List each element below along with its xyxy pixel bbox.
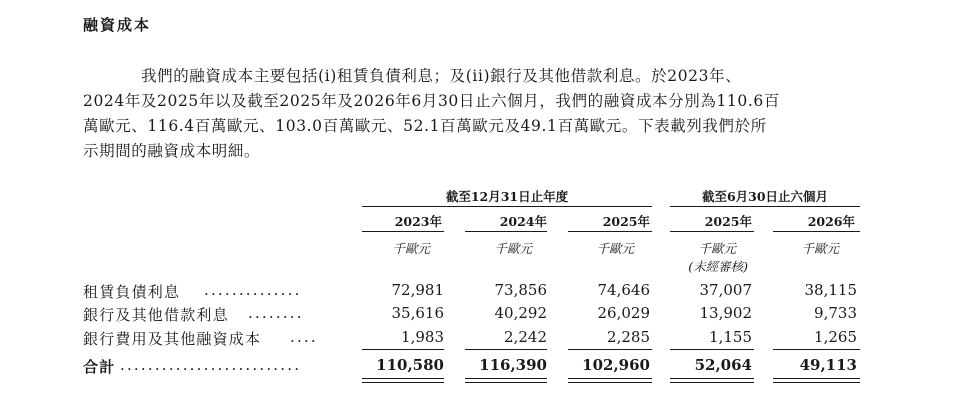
subtotal-rule xyxy=(670,349,754,350)
row-label: 租賃負債利息 xyxy=(83,283,181,301)
total-cell: 116,390 xyxy=(479,356,547,374)
leader-dots: .......................... xyxy=(120,356,302,374)
table-cell: 74,646 xyxy=(597,281,650,299)
table-cell: 9,733 xyxy=(814,304,857,322)
unit-label: 千歐元 xyxy=(801,241,839,256)
column-header-2024: 2024年 xyxy=(499,214,547,229)
column-rule xyxy=(362,231,444,232)
group-rule-annual xyxy=(362,206,652,207)
column-header-2025-h1: 2025年 xyxy=(704,214,752,229)
total-double-rule xyxy=(362,378,444,383)
subtotal-rule xyxy=(568,349,652,350)
subtotal-rule xyxy=(465,349,547,350)
paragraph-line: 萬歐元、116.4百萬歐元、103.0百萬歐元、52.1百萬歐元及49.1百萬歐元。下表載列我們於所 xyxy=(83,117,767,135)
table-cell: 2,242 xyxy=(504,328,547,346)
total-double-rule xyxy=(568,378,652,383)
table-cell: 35,616 xyxy=(391,304,444,322)
total-double-rule xyxy=(465,378,547,383)
table-cell: 37,007 xyxy=(699,281,752,299)
group-rule-six-months xyxy=(670,206,860,207)
group-header-six-months: 截至6月30日止六個月 xyxy=(701,189,829,204)
column-rule xyxy=(773,231,860,232)
table-cell: 2,285 xyxy=(607,328,650,346)
description-paragraph xyxy=(83,64,883,164)
unit-label: 千歐元 xyxy=(392,241,430,256)
unit-label: 千歐元 xyxy=(596,241,634,256)
group-header-annual: 截至12月31日止年度 xyxy=(445,189,569,204)
total-cell: 110,580 xyxy=(376,356,444,374)
total-label: 合計 xyxy=(83,358,116,376)
table-cell: 73,856 xyxy=(494,281,547,299)
leader-dots: .............. xyxy=(204,281,302,299)
row-label: 銀行及其他借款利息 xyxy=(83,306,229,324)
table-cell: 1,155 xyxy=(709,328,752,346)
unit-label: 千歐元 xyxy=(494,241,532,256)
row-label: 銀行費用及其他融資成本 xyxy=(83,330,262,348)
subtotal-rule xyxy=(362,349,444,350)
table-cell: 72,981 xyxy=(391,281,444,299)
paragraph-line: 2024年及2025年以及截至2025年及2026年6月30日止六個月，我們的融資成本分別為110.6百 xyxy=(83,92,780,110)
column-header-2023: 2023年 xyxy=(394,214,442,229)
column-header-2025: 2025年 xyxy=(602,214,650,229)
total-double-rule xyxy=(670,378,754,383)
paragraph-line: 示期間的融資成本明細。 xyxy=(83,142,261,160)
total-cell: 52,064 xyxy=(694,356,752,374)
table-cell: 26,029 xyxy=(597,304,650,322)
column-header-2026-h1: 2026年 xyxy=(807,214,855,229)
column-rule xyxy=(670,231,754,232)
paragraph-line: 我們的融資成本主要包括(i)租賃負債利息；及(ii)銀行及其他借款利息。於2023年、 xyxy=(141,67,742,85)
unaudited-note: (未經審核) xyxy=(688,259,748,274)
table-cell: 38,115 xyxy=(804,281,857,299)
table-cell: 13,902 xyxy=(699,304,752,322)
column-rule xyxy=(568,231,652,232)
column-rule xyxy=(465,231,547,232)
table-cell: 1,983 xyxy=(401,328,444,346)
total-cell: 102,960 xyxy=(582,356,650,374)
subtotal-rule xyxy=(773,349,860,350)
table-cell: 40,292 xyxy=(494,304,547,322)
total-double-rule xyxy=(773,378,860,383)
unit-label: 千歐元 xyxy=(698,241,736,256)
leader-dots: ........ xyxy=(248,304,304,322)
section-title: 融資成本 xyxy=(83,16,152,34)
total-cell: 49,113 xyxy=(799,356,857,374)
leader-dots: .... xyxy=(290,328,318,346)
table-cell: 1,265 xyxy=(814,328,857,346)
